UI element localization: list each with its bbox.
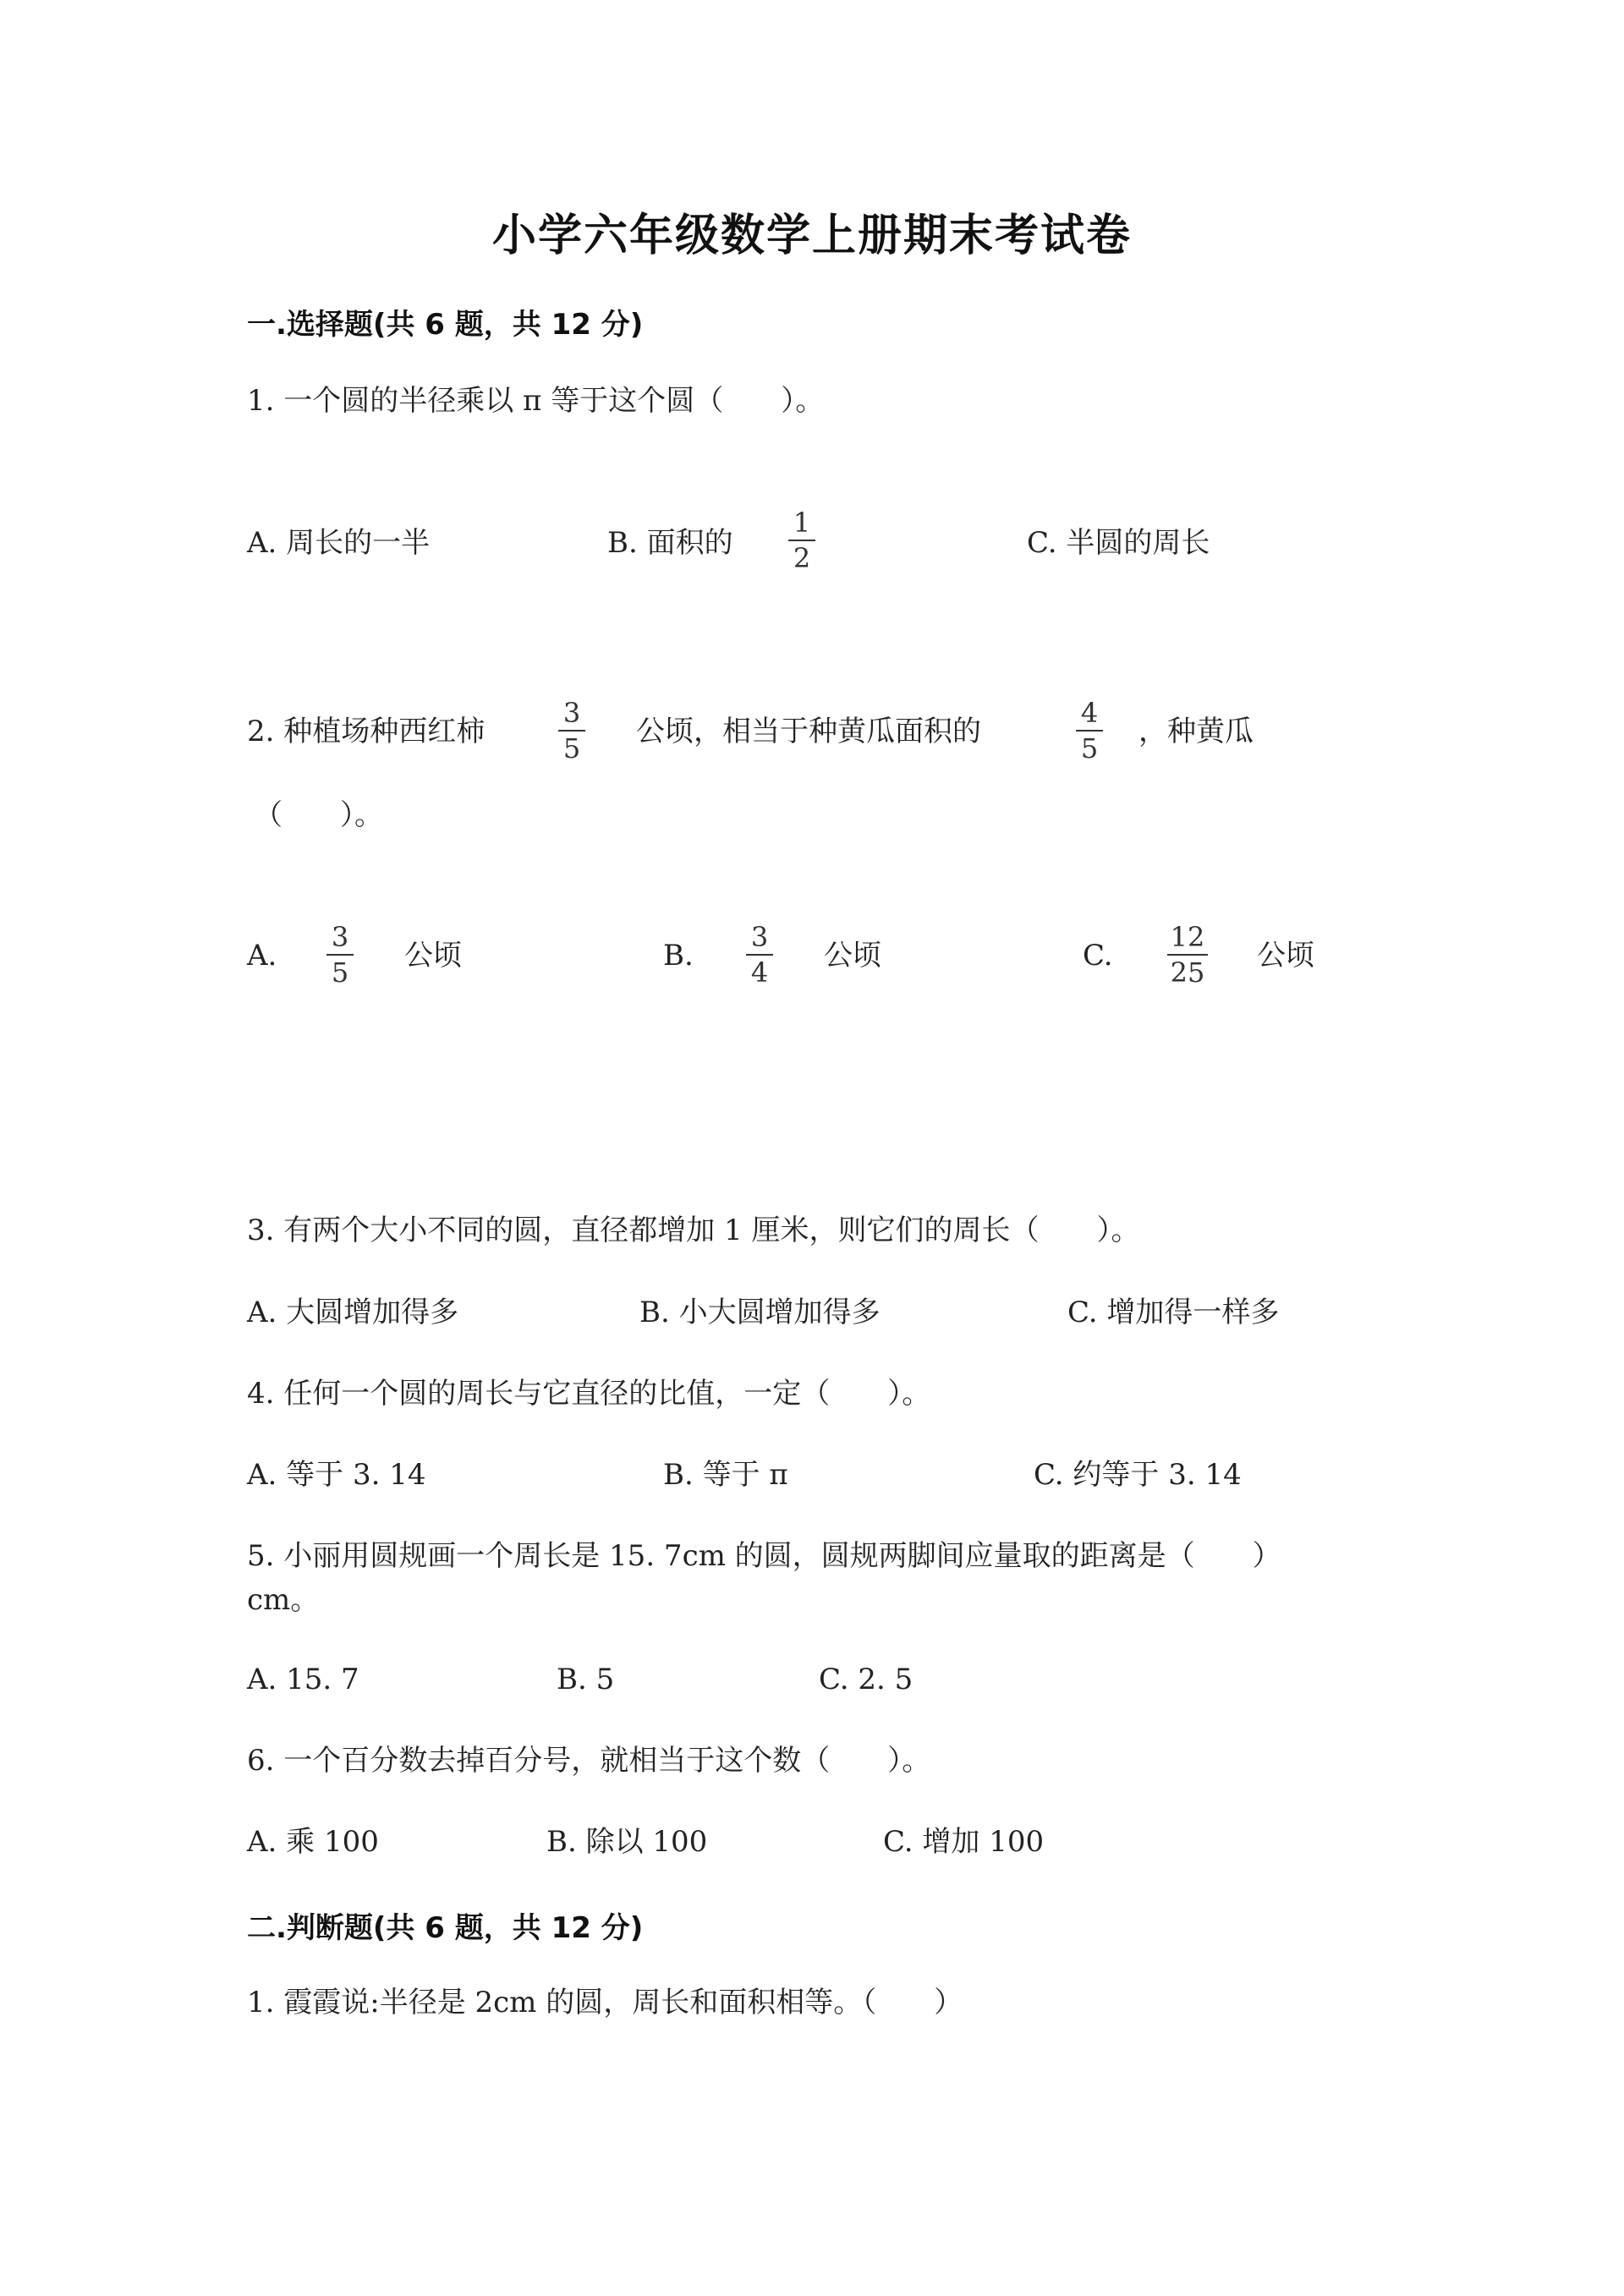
fraction-denominator: 5 [1080, 732, 1099, 764]
question-5-option-a: A. 15. 7 [247, 1663, 359, 1696]
question-5-option-b: B. 5 [557, 1663, 615, 1696]
question-2-option-c-unit: 公顷 [1257, 939, 1314, 973]
fraction-numerator: 3 [750, 921, 769, 953]
fraction-bar [558, 730, 585, 732]
question-1-option-b: B. 面积的 [607, 526, 733, 560]
question-2-fraction-cucumber [1073, 698, 1106, 764]
question-4-stem: 4. 任何一个圆的周长与它直径的比值，一定（ ）。 [247, 1377, 931, 1411]
question-2-option-a-fraction [323, 922, 357, 988]
question-1-option-a: A. 周长的一半 [247, 526, 431, 560]
question-2-fraction-tomato [555, 698, 589, 764]
question-2-stem-part3: ，种黄瓜 [1138, 715, 1254, 748]
question-6-option-c: C. 增加 100 [883, 1825, 1045, 1859]
question-2-option-a-label: A. [247, 939, 277, 973]
fraction-denominator: 4 [750, 956, 769, 989]
fraction-bar [746, 954, 773, 956]
question-5-stem-line2: cm。 [247, 1583, 320, 1617]
question-2-option-b-unit: 公顷 [824, 939, 881, 973]
page-title: 小学六年级数学上册期末考试卷 [491, 211, 1132, 261]
fraction-bar [1167, 954, 1208, 956]
question-3-stem: 3. 有两个大小不同的圆，直径都增加 1 厘米，则它们的周长（ ）。 [247, 1214, 1140, 1247]
question-2-stem-part2: 公顷，相当于种黄瓜面积的 [636, 715, 981, 748]
section-heading-true-false: 二.判断题(共 6 题，共 12 分) [247, 1911, 644, 1945]
question-2-option-a-unit: 公顷 [404, 939, 462, 973]
fraction-numerator: 3 [331, 921, 349, 953]
fraction-denominator: 5 [562, 732, 581, 764]
question-6-stem: 6. 一个百分数去掉百分号，就相当于这个数（ ）。 [247, 1744, 931, 1778]
fraction-denominator: 2 [793, 542, 811, 574]
question-6-option-a: A. 乘 100 [247, 1825, 379, 1859]
fraction-numerator: 1 [793, 507, 811, 539]
question-1-option-b-fraction [785, 507, 819, 573]
fraction-bar [1076, 730, 1103, 732]
question-4-option-b: B. 等于 π [663, 1458, 788, 1492]
question-1-option-c: C. 半圆的周长 [1027, 526, 1210, 560]
question-3-option-a: A. 大圆增加得多 [247, 1296, 459, 1329]
question-5-stem: 5. 小丽用圆规画一个周长是 15. 7cm 的圆，圆规两脚间应量取的距离是（ ） [247, 1539, 1281, 1573]
section-heading-choice: 一.选择题(共 6 题，共 12 分) [247, 308, 644, 342]
fraction-denominator: 5 [331, 956, 349, 989]
question-2-stem-part1: 2. 种植场种西红柿 [247, 715, 486, 748]
tf-question-1-stem: 1. 霞霞说:半径是 2cm 的圆，周长和面积相等。（ ） [247, 1986, 963, 2019]
question-2-option-b-label: B. [663, 939, 694, 973]
question-4-option-c: C. 约等于 3. 14 [1034, 1458, 1242, 1492]
question-6-option-b: B. 除以 100 [546, 1825, 708, 1859]
fraction-bar [788, 540, 815, 541]
question-1-stem: 1. 一个圆的半径乘以 π 等于这个圆（ ）。 [247, 384, 825, 418]
question-2-option-c-label: C. [1083, 939, 1113, 973]
question-3-option-c: C. 增加得一样多 [1067, 1296, 1280, 1329]
fraction-bar [326, 954, 354, 956]
question-5-option-c: C. 2. 5 [819, 1663, 914, 1696]
fraction-numerator: 4 [1080, 697, 1099, 729]
question-2-stem-line2: （ ）。 [254, 798, 383, 832]
question-4-option-a: A. 等于 3. 14 [247, 1458, 426, 1492]
fraction-numerator: 3 [562, 697, 581, 729]
question-3-option-b: B. 小大圆增加得多 [639, 1296, 881, 1329]
question-2-option-c-fraction [1164, 922, 1211, 988]
fraction-denominator: 25 [1170, 956, 1205, 989]
question-2-option-b-fraction [743, 922, 776, 988]
fraction-numerator: 12 [1170, 921, 1205, 953]
